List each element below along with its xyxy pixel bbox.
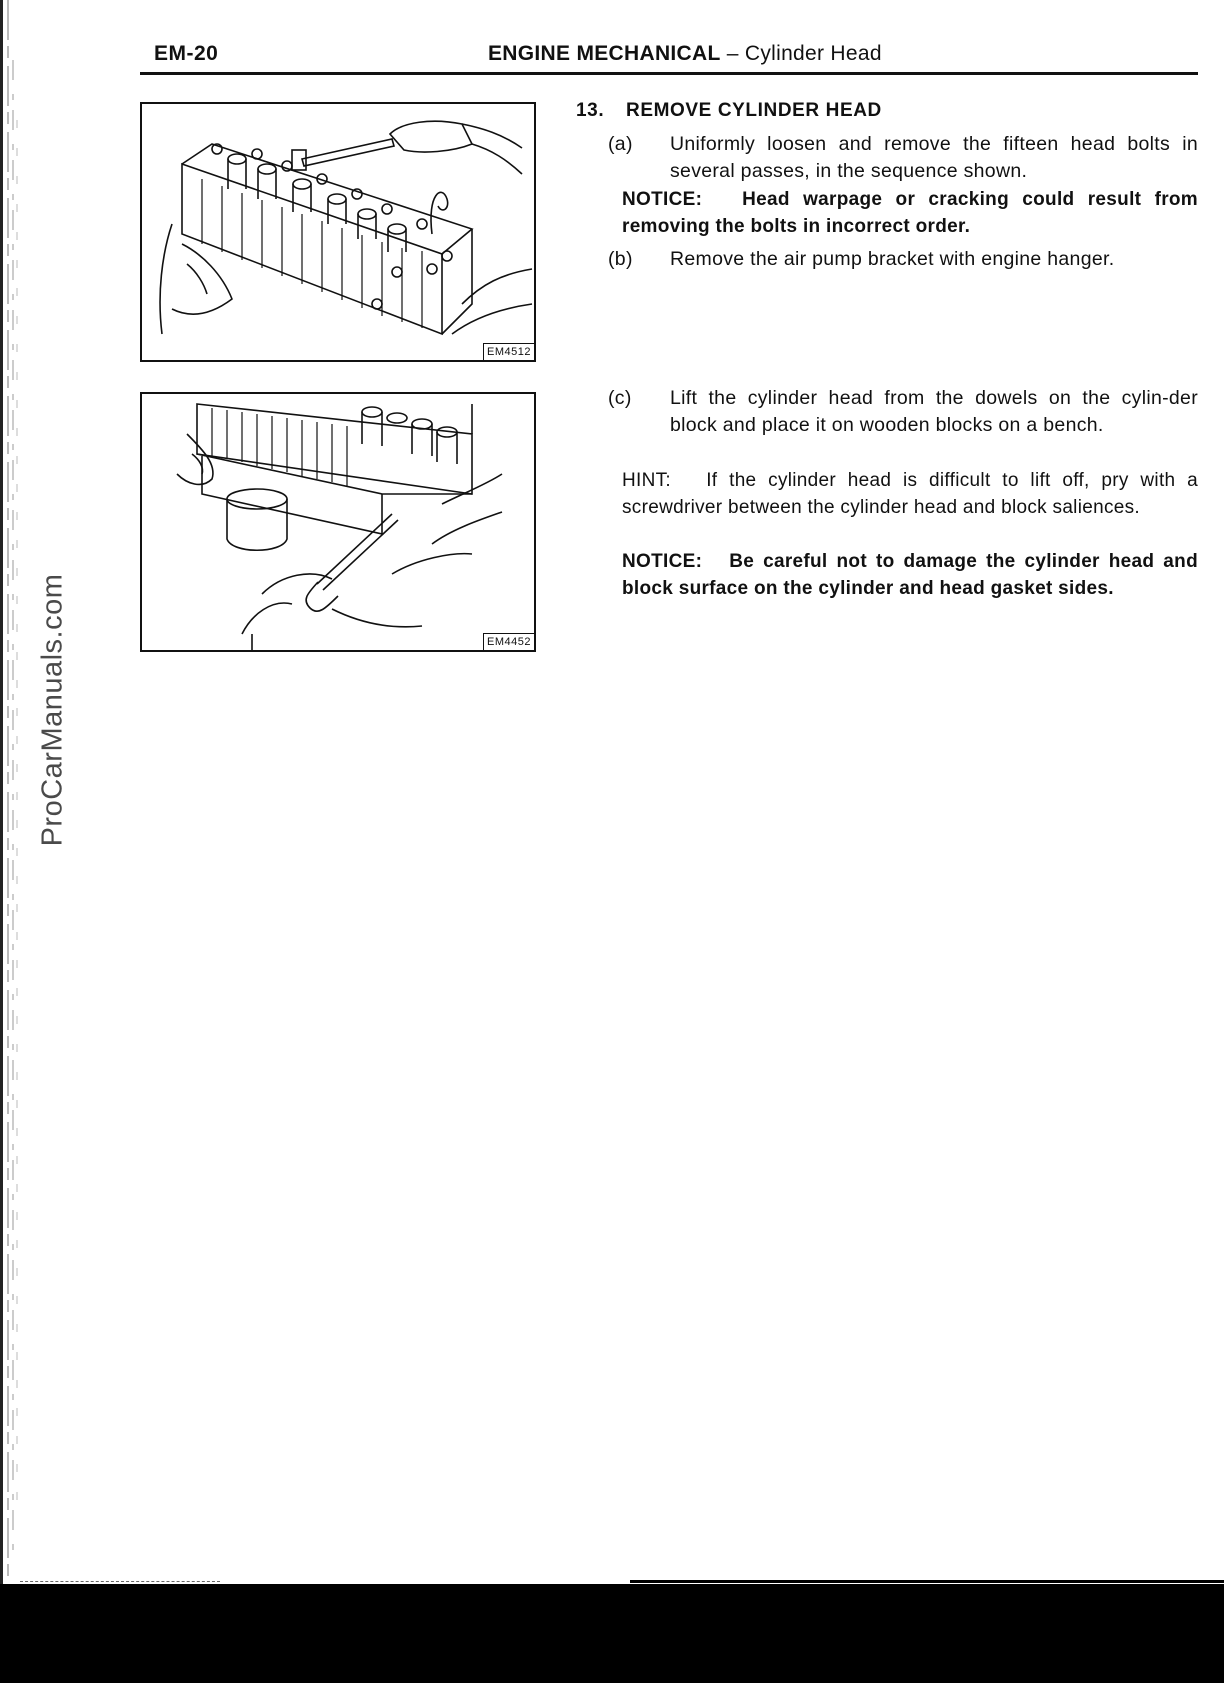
hint-text: If the cylinder head is difficult to lift off, pry with a screwdriver between the cylinder head and block saliences. <box>622 470 1198 518</box>
prying-cylinder-head-illustration <box>142 394 536 652</box>
page-number: EM-20 <box>154 42 219 65</box>
notice-text: Be careful not to damage the cylinder head and block surface on the cylinder and head gasket sides. <box>622 551 1198 599</box>
step-heading <box>576 100 882 122</box>
item-label: (b) <box>608 248 633 270</box>
instruction-c <box>608 385 1198 439</box>
engine-head-bolts-illustration <box>142 104 536 362</box>
header-rule <box>140 72 1198 75</box>
scan-dash-artifact <box>20 1581 220 1583</box>
scan-edge-artifact <box>0 0 22 1683</box>
step-title: REMOVE CYLINDER HEAD <box>626 100 882 121</box>
figure-code: EM4452 <box>483 633 534 650</box>
title-separator: – <box>726 42 739 65</box>
hint-paragraph <box>622 467 1198 521</box>
item-label: (a) <box>608 133 633 155</box>
page-title <box>488 42 882 66</box>
notice-surface-damage <box>622 548 1198 602</box>
notice-label: NOTICE: <box>622 551 703 572</box>
scan-bottom-line <box>630 1580 1224 1583</box>
figure-pry-head <box>140 392 536 652</box>
item-text: Uniformly loosen and remove the fifteen head bolts in several passes, in the sequence shown. <box>670 133 1198 182</box>
notice-text: Head warpage or cracking could result from removing the bolts in incorrect order. <box>622 189 1198 237</box>
instruction-a <box>608 131 1198 185</box>
notice-label: NOTICE: <box>622 189 703 210</box>
hint-label: HINT: <box>622 470 671 491</box>
figure-code: EM4512 <box>483 343 534 360</box>
watermark: ProCarManuals.com <box>36 573 69 847</box>
item-label: (c) <box>608 387 632 409</box>
step-number: 13. <box>576 100 605 121</box>
scan-bottom-band <box>0 1584 1224 1683</box>
section-title: ENGINE MECHANICAL <box>488 42 721 65</box>
item-text: Remove the air pump bracket with engine hanger. <box>670 248 1115 270</box>
instruction-b <box>608 246 1198 273</box>
subsection-title: Cylinder Head <box>744 42 882 65</box>
item-text: Lift the cylinder head from the dowels on the cylin-der block and place it on wooden blocks on a bench. <box>670 387 1198 436</box>
figure-loosen-bolts <box>140 102 536 362</box>
notice-bolt-order <box>622 186 1198 240</box>
